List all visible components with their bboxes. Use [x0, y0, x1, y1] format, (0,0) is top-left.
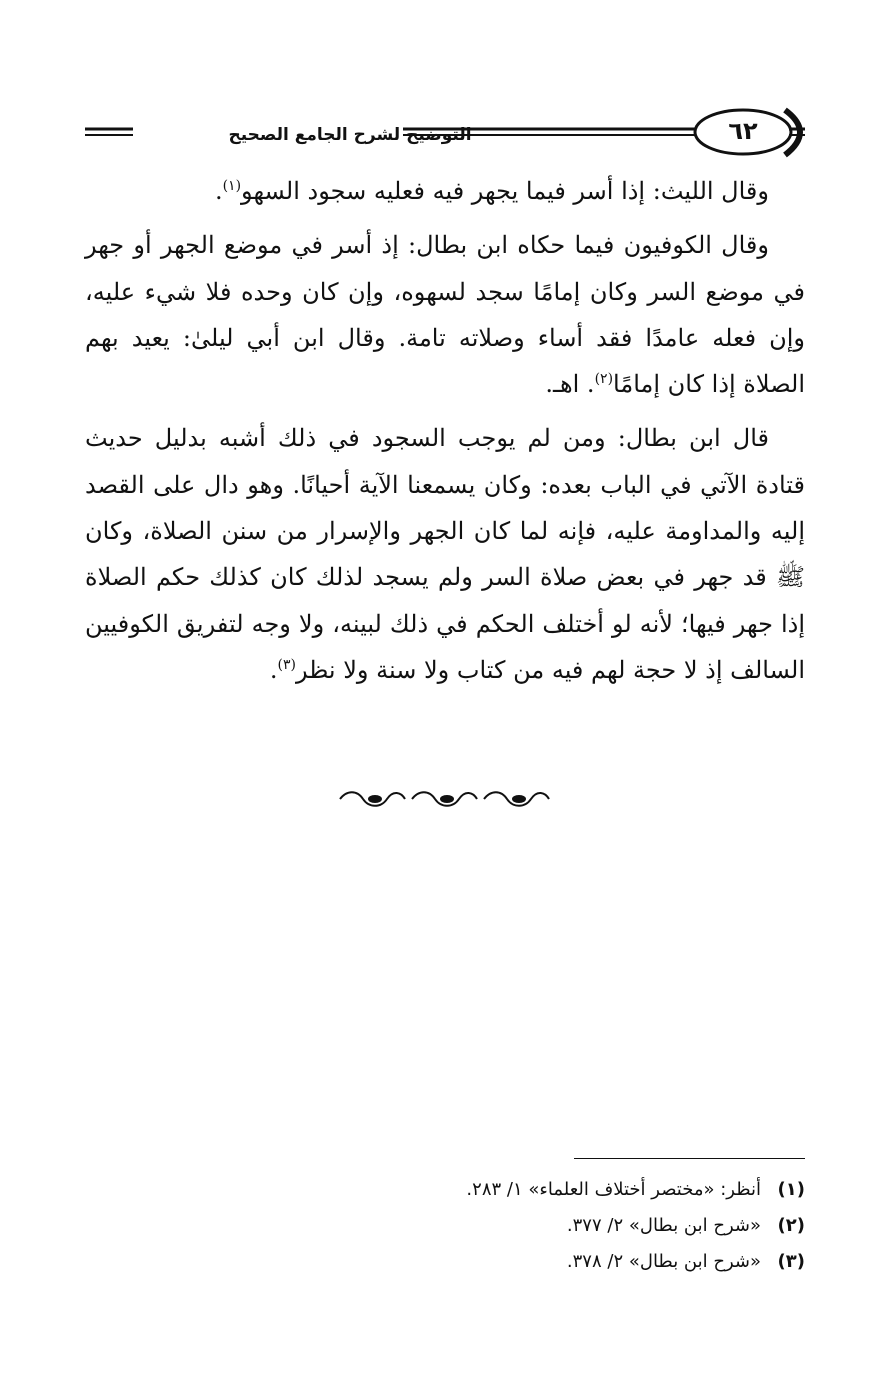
footnote-item: [300, 1172, 805, 1208]
footnote-number: (٢): [777, 1215, 805, 1236]
section-end-ornament: [335, 786, 555, 812]
footnotes: [300, 1172, 805, 1280]
paragraph: وقال الليث: إذا أسر فيما يجهر فيه فعليه سجود السهو$^{(١)}$.: [214, 177, 769, 205]
footnote-ref: (١): [222, 178, 242, 194]
footnote-ref: (٣): [277, 656, 296, 673]
footnote-text: «شرح ابن بطال» ٢/ ٣٧٧.: [566, 1215, 761, 1236]
page-header: [85, 105, 805, 163]
footnote-text: أنظر: «مختصر أختلاف العلماء» ١/ ٢٨٣.: [466, 1179, 761, 1200]
page-number: ٦٢: [728, 117, 758, 145]
footnote-text: «شرح ابن بطال» ٢/ ٣٧٨.: [566, 1251, 761, 1272]
running-title: التوضيح لشرح الجامع الصحيح: [228, 125, 472, 145]
footnote-ref: (٢): [594, 371, 614, 388]
footnote-item: [300, 1208, 805, 1244]
footnote-item: [300, 1244, 805, 1280]
main-text: [85, 168, 805, 693]
footnote-separator: [574, 1158, 805, 1159]
footnote-number: (١): [777, 1179, 805, 1200]
paragraph: وقال الكوفيون فيما حكاه ابن بطال: إذ أسر في موضع الجهر أو جهر في موضع السر وكان إمامًا سجد لسهوه، وإن كان وحده فلا شيء عليه، وإن فعله عامدًا فقد أساء وصلاته تامة. وقال ابن أبي ليلىٰ: يعيد بهم الصلاة إذا كان إمامًا$^{(٢)}$. اهـ.: [85, 231, 805, 399]
paragraph: قال ابن بطال: ومن لم يوجب السجود في ذلك أشبه بدليل حديث قتادة الآتي في الباب بعده: وكان يسمعنا الآية أحيانًا. وهو دال على القصد إليه والمداومة عليه، فإنه لما كان الجهر والإسرار من سنن الصلاة، وكان ﷺ قد جهر في بعض صلاة السر ولم يسجد لذلك كان كذلك حكم الصلاة إذا جهر فيها؛ لأنه لو أختلف الحكم في ذلك لبينه، ولا وجه لتفريق الكوفيين السالف إذ لا حجة لهم فيه من كتاب ولا سنة ولا نظر$^{(٣)}$.: [85, 424, 806, 684]
footnote-number: (٣): [777, 1251, 805, 1272]
